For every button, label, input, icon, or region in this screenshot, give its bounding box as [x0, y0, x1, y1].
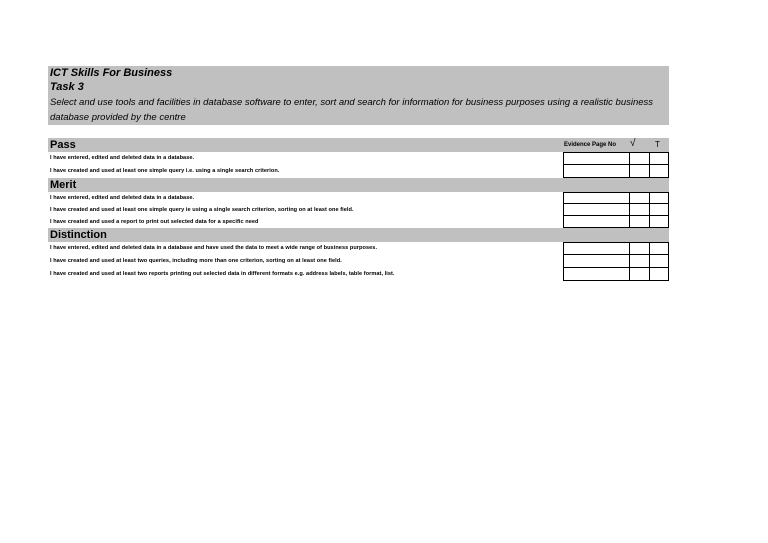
tick-cell[interactable]	[630, 216, 650, 228]
evidence-cell[interactable]	[563, 242, 630, 255]
evidence-cell[interactable]	[563, 204, 630, 216]
evidence-cell[interactable]	[563, 165, 630, 178]
t-column-header: T	[655, 140, 660, 149]
criterion-text: I have created and used at least one simple query i.e. using a single search criterion.	[50, 168, 280, 174]
criterion-text: I have created and used a report to print out selected data for a specific need	[50, 219, 259, 225]
evidence-cell[interactable]	[563, 268, 630, 281]
t-cell[interactable]	[650, 165, 669, 178]
t-cell[interactable]	[650, 242, 669, 255]
criterion-text: I have created and used at least one simple query ie using a single search criterion, sorting on at least one field.	[50, 207, 354, 213]
criterion-text: I have entered, edited and deleted data in a database.	[50, 195, 195, 201]
criterion-row	[48, 204, 669, 216]
merit-section-header	[48, 178, 669, 192]
tick-cell[interactable]	[630, 204, 650, 216]
distinction-title: Distinction	[50, 229, 107, 241]
criterion-text: I have created and used at least two reports printing out selected data in different formats e.g. address labels, table format, list.	[50, 271, 395, 277]
tick-column-header: √	[630, 138, 636, 149]
criterion-row	[48, 216, 669, 228]
criterion-text: I have entered, edited and deleted data in a database.	[50, 155, 195, 161]
pass-section-header	[48, 138, 669, 152]
criterion-text: I have created and used at least two queries, including more than one criterion, sorting on at least one field.	[50, 258, 342, 264]
evidence-column-header: Evidence Page No	[564, 142, 617, 148]
task-description: Select and use tools and facilities in database software to enter, sort and search for information for business purposes using a realistic business database provided by the centre	[50, 97, 654, 123]
criterion-row	[48, 255, 669, 268]
criterion-text: I have entered, edited and deleted data in a database and have used the data to meet a wide range of business purposes.	[50, 245, 378, 251]
t-cell[interactable]	[650, 152, 669, 165]
evidence-cell[interactable]	[563, 152, 630, 165]
assessment-sheet	[48, 66, 669, 281]
evidence-cell[interactable]	[563, 192, 630, 204]
tick-cell[interactable]	[630, 165, 650, 178]
merit-title: Merit	[50, 179, 77, 191]
tick-cell[interactable]	[630, 242, 650, 255]
task-header	[48, 66, 669, 125]
criterion-row	[48, 268, 669, 281]
pass-title: Pass	[50, 139, 76, 151]
tick-cell[interactable]	[630, 192, 650, 204]
criterion-row	[48, 242, 669, 255]
tick-cell[interactable]	[630, 152, 650, 165]
t-cell[interactable]	[650, 192, 669, 204]
t-cell[interactable]	[650, 216, 669, 228]
t-cell[interactable]	[650, 268, 669, 281]
criterion-row	[48, 192, 669, 204]
course-title: ICT Skills For Business	[50, 67, 173, 79]
evidence-cell[interactable]	[563, 255, 630, 268]
criterion-row	[48, 152, 669, 165]
t-cell[interactable]	[650, 204, 669, 216]
distinction-section-header	[48, 228, 669, 242]
evidence-cell[interactable]	[563, 216, 630, 228]
criterion-row	[48, 165, 669, 178]
t-cell[interactable]	[650, 255, 669, 268]
task-title: Task 3	[50, 81, 84, 93]
tick-cell[interactable]	[630, 255, 650, 268]
tick-cell[interactable]	[630, 268, 650, 281]
